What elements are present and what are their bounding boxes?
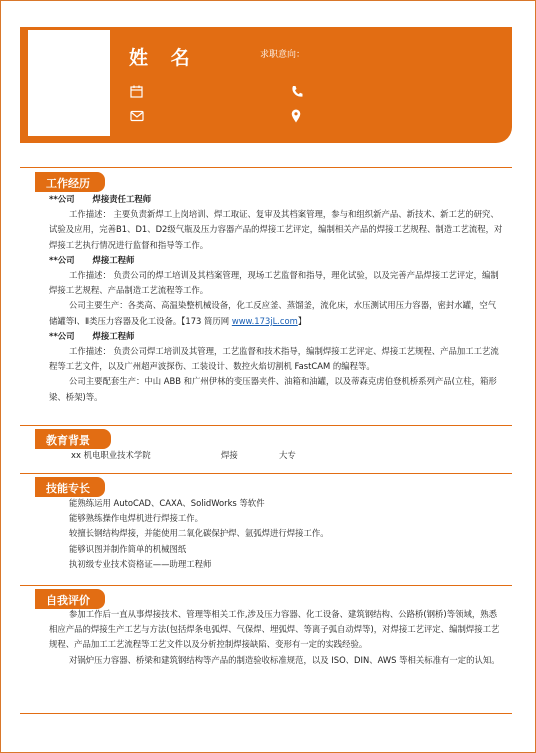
section-divider: [20, 167, 512, 168]
skill-item: 能熟练运用 AutoCAD、CAXA、SolidWorks 等软件: [69, 498, 265, 508]
section-divider: [20, 713, 512, 714]
job-extra: 公司主要配套生产：中山 ABB 和广州伊林的变压器夹件、油箱和油罐，以及蒂森克虏伯登机桥系列产品(立柱，箱形梁、桥架)等。: [49, 376, 497, 402]
skills-list: [69, 496, 524, 572]
photo-placeholder: [27, 29, 111, 137]
section-divider: [20, 585, 512, 586]
work-experience: [49, 192, 504, 405]
mail-icon: [130, 110, 144, 125]
job-heading: **公司 焊接责任工程师: [49, 194, 152, 204]
website-link[interactable]: www.173jL.com: [231, 315, 298, 326]
skill-item: 能够识图并制作简单的机械图纸: [69, 543, 187, 554]
job-description: 工作描述： 负责公司的焊工培训及其档案管理，现场工艺监督和指导，理化试验，以及完善产品焊接工艺评定，编制焊接工艺规程、产品制造工艺流程等工作。: [49, 270, 499, 296]
evaluation-paragraph: 对锅炉压力容器、桥梁和建筑钢结构等产品的制造验收标准规范，以及 ISO、DIN、AWS 等相关标准有一定的认知。: [69, 654, 500, 665]
calendar-icon: [130, 85, 143, 101]
degree: 大专: [279, 450, 296, 460]
location-icon: [291, 109, 301, 126]
candidate-name: 姓 名: [129, 47, 198, 69]
phone-icon: [291, 85, 303, 101]
major: 焊接: [221, 450, 238, 460]
job-intent-label: 求职意向：: [260, 50, 306, 60]
skill-item: 较擅长钢结构焊接，并能使用二氧化碳保护焊、氩弧焊进行焊接工作。: [69, 528, 329, 539]
job-heading: **公司 焊接工程师: [49, 330, 135, 341]
self-evaluation: [49, 607, 504, 668]
section-title-evaluation: 自我评价: [35, 589, 105, 609]
section-divider: [20, 473, 512, 474]
section-title-education: 教育背景: [35, 429, 111, 449]
school: xx 机电职业技术学院: [71, 450, 151, 460]
section-divider: [20, 425, 512, 426]
job-extra: 公司主要生产：各类高、高温染整机械设备，化工反应釜、蒸馏釜，流化床，水压测试用压力容器，密封水罐，空气储罐等Ⅰ、Ⅱ类压力容器及化工设备。【173 简历网 www.173jL.com】: [49, 300, 497, 326]
evaluation-paragraph: 参加工作后一直从事焊接技术、管理等相关工作,涉及压力容器、化工设备、建筑钢结构、公路桥(钢桥)等领域，熟悉相应产品的焊接生产工艺与方法(包括焊条电弧焊、气保焊、埋弧焊、等离子弧自动焊等)，对焊接工艺评定、编制焊接工艺规程、产品加工工艺流程等工艺文件以及分析控制焊接缺陷、变形有一定的实践经验。: [49, 609, 500, 650]
section-title-work: 工作经历: [35, 172, 105, 192]
section-title-skills: 技能专长: [35, 477, 105, 497]
skill-item: 执初级专业技术资格证——助理工程师: [69, 558, 212, 569]
job-heading: **公司 焊接工程师: [49, 254, 135, 265]
job-description: 工作描述： 主要负责新焊工上岗培训、焊工取证、复审及其档案管理，参与和组织新产品、新技术、新工艺的研究、试验及应用，完善B1、D1、D2级气瓶及压力容器产品的焊接工艺评定，编制相关产品的焊接工艺规程、制造工艺流程，对焊接工艺执行情况进行监督和指导等工作。: [49, 209, 503, 250]
skill-item: 能够熟练操作电焊机进行焊接工作。: [69, 513, 203, 524]
job-description: 工作描述： 负责公司焊工培训及其管理，工艺监督和技术指导，编制焊接工艺评定、焊接工艺规程、产品加工工艺流程等工艺文件，以及广州超声波探伤、工装设计、数控火焰切割机 FastCAM 的编程等。: [49, 346, 499, 372]
education-row: [71, 448, 526, 463]
